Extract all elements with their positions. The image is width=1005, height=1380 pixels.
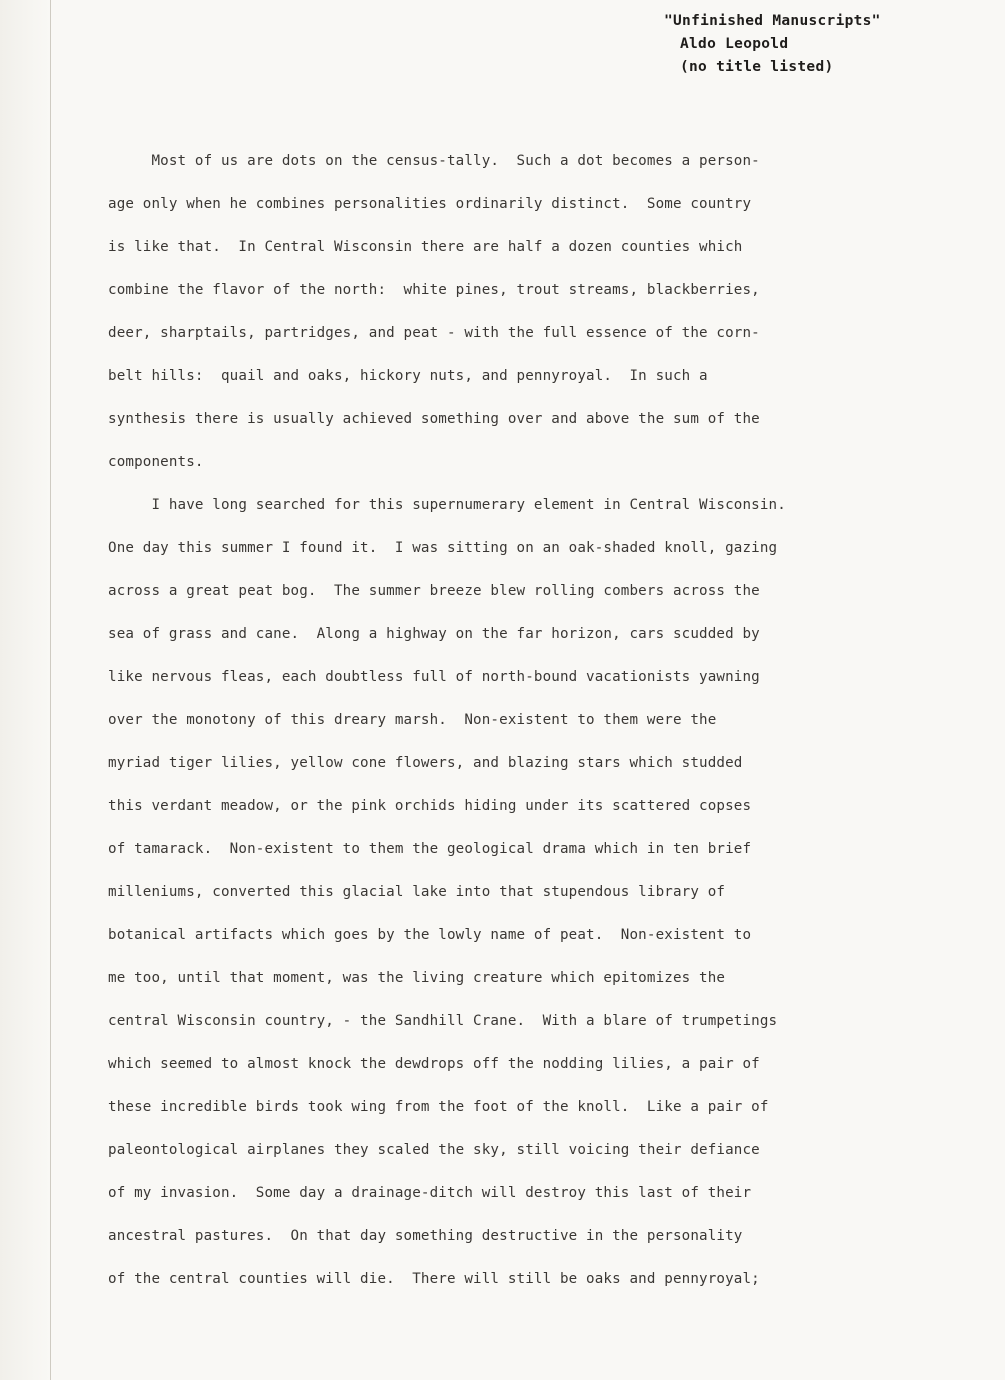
text-line: botanical artifacts which goes by the lowly name of peat. Non-existent to <box>108 927 752 943</box>
text-line: Most of us are dots on the census-tally. Such a dot becomes a person- <box>108 153 760 169</box>
text-line: components. <box>108 454 204 470</box>
text-line: ancestral pastures. On that day something destructive in the personality <box>108 1228 743 1244</box>
text-line: of tamarack. Non-existent to them the geological drama which in ten brief <box>108 841 752 857</box>
text-line: across a great peat bog. The summer breeze blew rolling combers across the <box>108 583 760 599</box>
typewritten-body <box>108 140 943 1301</box>
text-line: deer, sharptails, partridges, and peat - with the full essence of the corn- <box>108 325 760 341</box>
text-line: One day this summer I found it. I was sitting on an oak-shaded knoll, gazing <box>108 540 778 556</box>
text-line: myriad tiger lilies, yellow cone flowers, and blazing stars which studded <box>108 755 743 771</box>
text-line: synthesis there is usually achieved something over and above the sum of the <box>108 411 760 427</box>
author-name: Aldo Leopold <box>680 36 789 52</box>
text-line: belt hills: quail and oaks, hickory nuts, and pennyroyal. In such a <box>108 368 708 384</box>
page-binding-shadow <box>0 0 50 1380</box>
title-note: (no title listed) <box>680 59 834 75</box>
text-line: central Wisconsin country, - the Sandhill Crane. With a blare of trumpetings <box>108 1013 778 1029</box>
text-line: combine the flavor of the north: white pines, trout streams, blackberries, <box>108 282 760 298</box>
text-line: paleontological airplanes they scaled the sky, still voicing their defiance <box>108 1142 760 1158</box>
text-line: age only when he combines personalities ordinarily distinct. Some country <box>108 196 752 212</box>
text-line: these incredible birds took wing from the foot of the knoll. Like a pair of <box>108 1099 769 1115</box>
text-line: of my invasion. Some day a drainage-ditch will destroy this last of their <box>108 1185 752 1201</box>
text-line: me too, until that moment, was the living creature which epitomizes the <box>108 970 726 986</box>
archive-header <box>664 10 994 79</box>
text-line: sea of grass and cane. Along a highway on the far horizon, cars scudded by <box>108 626 760 642</box>
text-line: this verdant meadow, or the pink orchids hiding under its scattered copses <box>108 798 752 814</box>
text-line: milleniums, converted this glacial lake into that stupendous library of <box>108 884 726 900</box>
collection-title: "Unfinished Manuscripts" <box>664 13 881 29</box>
text-line: of the central counties will die. There will still be oaks and pennyroyal; <box>108 1271 760 1287</box>
page-binding-edge <box>50 0 51 1380</box>
text-line: over the monotony of this dreary marsh. Non-existent to them were the <box>108 712 717 728</box>
text-line: like nervous fleas, each doubtless full of north-bound vacationists yawning <box>108 669 760 685</box>
text-line: I have long searched for this supernumerary element in Central Wisconsin. <box>108 497 786 513</box>
text-line: which seemed to almost knock the dewdrops off the nodding lilies, a pair of <box>108 1056 760 1072</box>
text-line: is like that. In Central Wisconsin there are half a dozen counties which <box>108 239 743 255</box>
